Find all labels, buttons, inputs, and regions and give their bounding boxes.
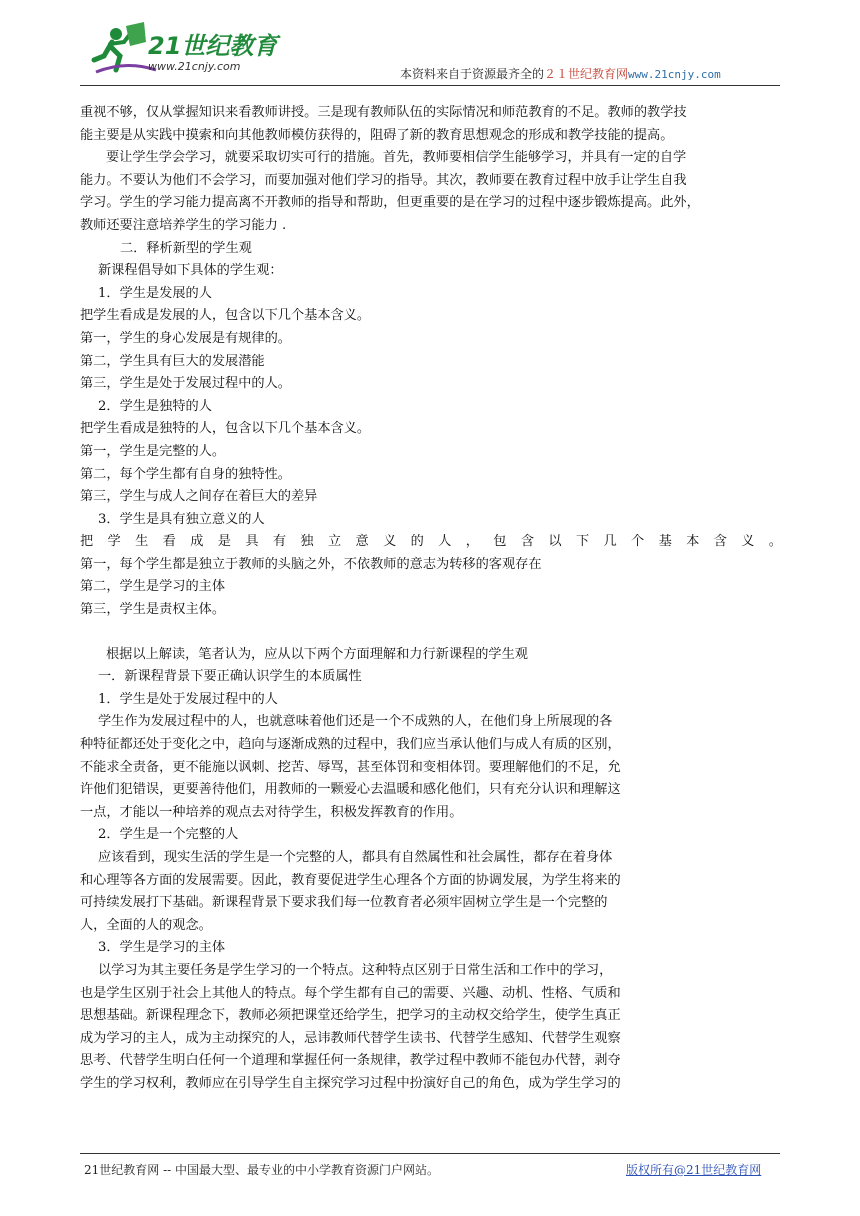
paragraph-line: 要让学生学会学习，就要采取切实可行的措施。首先，教师要相信学生能够学习，并具有一定的自学 bbox=[106, 150, 687, 166]
paragraph-line: 根据以上解读，笔者认为，应从以下两个方面理解和力行新课程的学生观 bbox=[106, 646, 528, 662]
paragraph-line: 把学生看成是具有独立意义的人，包含以下几个基本含义。 bbox=[80, 534, 782, 550]
paragraph-line: 能主要是从实践中摸索和向其他教师模仿获得的，阻碍了新的教育思想观念的形成和教学技能的提高。 bbox=[80, 127, 674, 143]
list-item: 第二，每个学生都有自身的独特性。 bbox=[80, 466, 291, 482]
list-item: 第一，每个学生都是独立于教师的头脑之外，不依教师的意志为转移的客观存在 bbox=[80, 556, 542, 572]
site-logo bbox=[86, 20, 286, 84]
footer-divider bbox=[80, 1153, 780, 1154]
paragraph-line: 一点，才能以一种培养的观点去对待学生，积极发挥教育的作用。 bbox=[80, 804, 463, 820]
list-item: 第一，学生的身心发展是有规律的。 bbox=[80, 330, 291, 346]
paragraph-line: 和心理等各方面的发展需要。因此，教育要促进学生心理各个方面的协调发展，为学生将来的 bbox=[80, 872, 621, 888]
paragraph-line: 也是学生区别于社会上其他人的特点。每个学生都有自己的需要、兴趣、动机、性格、气质和 bbox=[80, 985, 621, 1001]
section-heading: 二．释析新型的学生观 bbox=[120, 240, 252, 256]
logo-url: www.21cnjy.com bbox=[148, 60, 241, 73]
runner-icon bbox=[94, 28, 156, 72]
header-note-url[interactable]: www.21cnjy.com bbox=[628, 68, 721, 81]
paragraph-line: 应该看到，现实生活的学生是一个完整的人，都具有自然属性和社会属性，都存在着身体 bbox=[98, 850, 613, 865]
paragraph-line: 学生作为发展过程中的人，也就意味着他们还是一个不成熟的人，在他们身上所展现的各 bbox=[98, 714, 613, 730]
list-item: 第三，学生与成人之间存在着巨大的差异 bbox=[80, 489, 318, 505]
paragraph-line: 学习。学生的学习能力提高离不开教师的指导和帮助，但更重要的是在学习的过程中逐步锻炼提高。此外， bbox=[80, 195, 700, 211]
document-body bbox=[80, 102, 782, 1096]
header-note-prefix: 本资料来自于资源最齐全的 bbox=[400, 67, 545, 81]
subsection-heading: 2．学生是独特的人 bbox=[98, 398, 212, 414]
paragraph-line: 以学习为其主要任务是学生学习的一个特点。这种特点区别于日常生活和工作中的学习， bbox=[98, 962, 613, 978]
section-heading: 一．新课程背景下要正确认识学生的本质属性 bbox=[98, 669, 362, 685]
footer-copyright-link[interactable]: 版权所有@21世纪教育网 bbox=[626, 1163, 762, 1177]
paragraph-line: 不能求全责备，更不能施以讽刺、挖苦、辱骂，甚至体罚和变相体罚。要理解他们的不足，允 bbox=[80, 759, 621, 775]
paragraph-line: 人，全面的人的观念。 bbox=[80, 917, 212, 933]
footer-site-description: 21世纪教育网 -- 中国最大型、最专业的中小学教育资源门户网站。 bbox=[84, 1163, 440, 1177]
header-divider bbox=[80, 85, 780, 86]
list-item: 第二，学生具有巨大的发展潜能 bbox=[80, 353, 265, 369]
list-item: 第二，学生是学习的主体 bbox=[80, 579, 226, 595]
paragraph-line: 思考、代替学生明白任何一个道理和掌握任何一条规律，教学过程中教师不能包办代替，剥夺 bbox=[80, 1053, 621, 1069]
paragraph-line: 学生的学习权利，教师应在引导学生自主探究学习过程中扮演好自己的角色，成为学生学习的 bbox=[80, 1075, 621, 1091]
header-note bbox=[400, 65, 780, 82]
paragraph-line: 重视不够，仅从掌握知识来看教师讲授。三是现有教师队伍的实际情况和师范教育的不足。教师的教学技 bbox=[80, 105, 687, 120]
paragraph-line: 能力。不要认为他们不会学习，而要加强对他们学习的指导。其次，教师要在教育过程中放手让学生自我 bbox=[80, 172, 687, 188]
paragraph-line: 把学生看成是独特的人，包含以下几个基本含义。 bbox=[80, 421, 371, 437]
paragraph-line: 把学生看成是发展的人，包含以下几个基本含义。 bbox=[80, 308, 371, 324]
paragraph-line: 思想基础。新课程理念下，教师必须把课堂还给学生，把学习的主动权交给学生，使学生真正 bbox=[80, 1008, 621, 1024]
paragraph-gap bbox=[80, 622, 782, 644]
paragraph-line: 教师还要注意培养学生的学习能力 . bbox=[80, 217, 287, 233]
list-item: 第一，学生是完整的人。 bbox=[80, 443, 226, 459]
subsection-heading: 1．学生是发展的人 bbox=[98, 285, 212, 301]
paragraph-line: 许他们犯错误，更要善待他们，用教师的一颗爱心去温暖和感化他们，只有充分认识和理解这 bbox=[80, 782, 621, 798]
paragraph-line: 新课程倡导如下具体的学生观： bbox=[98, 263, 283, 279]
list-item: 第三，学生是责权主体。 bbox=[80, 602, 226, 618]
paragraph-line: 种特征都还处于变化之中，趋向与逐渐成熟的过程中，我们应当承认他们与成人有质的区别， bbox=[80, 737, 621, 753]
subsection-heading: 1．学生是处于发展过程中的人 bbox=[98, 691, 278, 707]
paragraph-line: 可持续发展打下基础。新课程背景下要求我们每一位教育者必须牢固树立学生是一个完整的 bbox=[80, 895, 608, 911]
subsection-heading: 3．学生是学习的主体 bbox=[98, 940, 226, 956]
header-note-brand[interactable]: ２１世纪教育网 bbox=[544, 67, 629, 81]
subsection-heading: 2．学生是一个完整的人 bbox=[98, 827, 239, 843]
logo-text: 21世纪教育 bbox=[148, 32, 278, 60]
paragraph-line: 成为学习的主人，成为主动探究的人，忌讳教师代替学生读书、代替学生感知、代替学生观察 bbox=[80, 1030, 621, 1046]
list-item: 第三，学生是处于发展过程中的人。 bbox=[80, 376, 291, 392]
logo-book-icon bbox=[126, 22, 146, 46]
subsection-heading: 3．学生是具有独立意义的人 bbox=[98, 511, 265, 527]
